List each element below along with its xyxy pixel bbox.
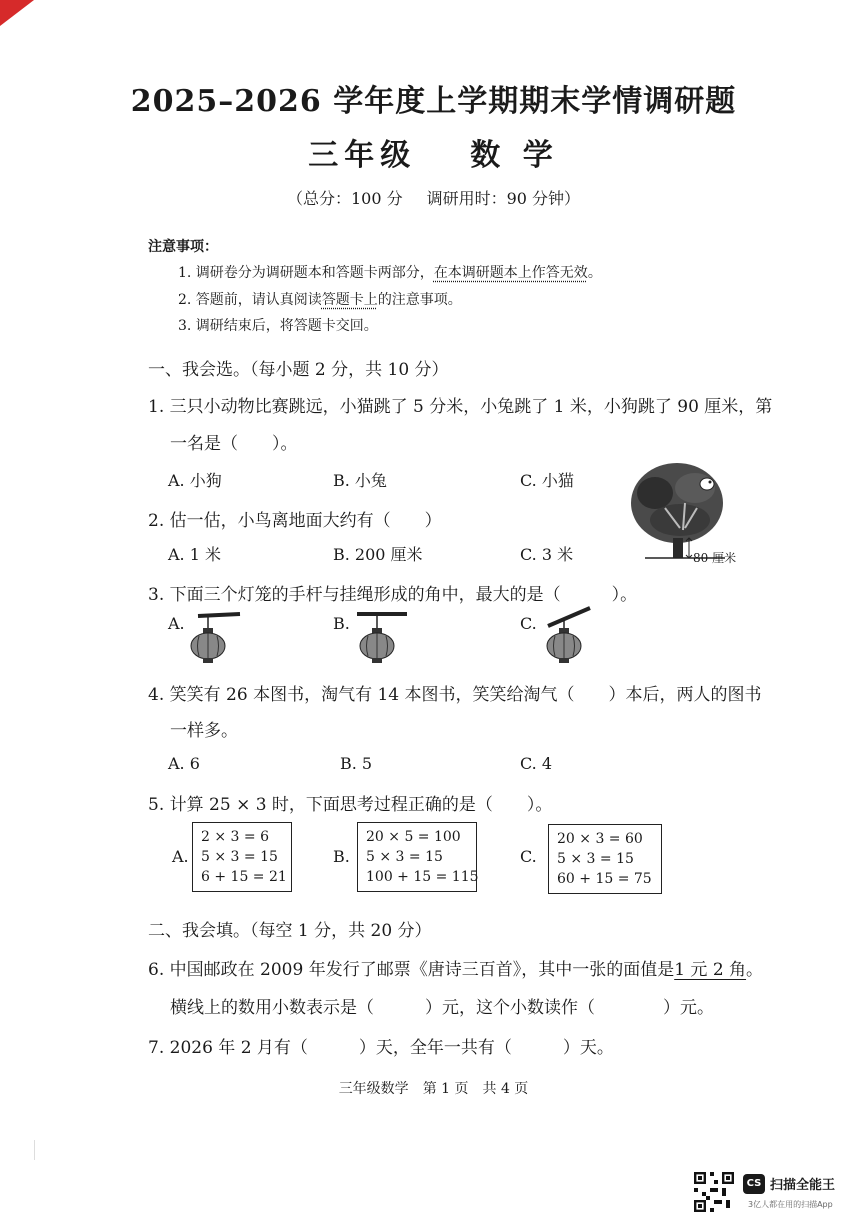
qr-code-icon [694, 1172, 734, 1212]
notice-emphasis: 答题卡上 [321, 292, 378, 308]
q1-text-cont: 一名是（ ）。 [170, 434, 298, 454]
exam-meta [0, 186, 867, 209]
q1-text: 1. 三只小动物比赛跳远，小猫跳了 5 分米，小兔跳了 1 米，小狗跳了 90 厘米，第 [148, 397, 773, 417]
scanner-tagline: 3亿人都在用的扫描App [748, 1200, 833, 1209]
q6-text: 6. 中国邮政在 2009 年发行了邮票《唐诗三百首》，其中一张的面值是1 元 2 角。 [148, 960, 764, 980]
scan-edge-line [34, 1140, 35, 1160]
lantern-a-icon [190, 608, 246, 666]
q5-text: 5. 计算 25 × 3 时，下面思考过程正确的是（ ）。 [148, 795, 553, 815]
q7-text: 7. 2026 年 2 月有（ ）天，全年一共有（ ）天。 [148, 1038, 614, 1058]
page-footer: 三年级数学 第 1 页 共 4 页 [338, 1081, 529, 1097]
q6-underlined-value: 1 元 2 角 [674, 960, 747, 980]
q4-option-a: A. 6 [168, 754, 200, 773]
q3-text: 3. 下面三个灯笼的手杆与挂绳形成的角中，最大的是（ ）。 [148, 585, 638, 605]
q2-option-a: A. 1 米 [168, 545, 221, 564]
exam-time: 调研用时：90 分钟） [426, 189, 581, 208]
q4-option-c: C. 4 [520, 754, 553, 773]
notice-item-2: 2. 答题前，请认真阅读答题卡上的注意事项。 [178, 292, 462, 308]
q5-option-c: C. [520, 847, 537, 866]
q5-option-a: A. [172, 847, 189, 866]
q5-box-b: 20 × 5 = 100 5 × 3 = 15 100 + 15 = 115 [357, 822, 477, 892]
lantern-b-icon [355, 608, 411, 666]
exam-title: 2025–2026 学年度上学期期末学情调研题 [130, 84, 737, 119]
q5-box-a: 2 × 3 = 6 5 × 3 = 15 6 + 15 = 21 [192, 822, 292, 892]
grade: 三年级 [308, 138, 417, 173]
notice-heading: 注意事项： [148, 239, 218, 255]
scanner-logo-icon: CS [743, 1174, 765, 1194]
q1-option-c: C. 小猫 [520, 471, 574, 490]
q4-text: 4. 笑笑有 26 本图书，淘气有 14 本图书，笑笑给淘气（ ）本后，两人的图书 [148, 685, 762, 705]
q3-option-b: B. [333, 614, 350, 633]
total-score: （总分：100 分 [286, 189, 403, 208]
q3-option-c: C. [520, 614, 537, 633]
q2-option-b: B. 200 厘米 [333, 545, 423, 564]
q2-option-c: C. 3 米 [520, 545, 574, 564]
section-1-heading: 一、我会选。（每小题 2 分，共 10 分） [148, 360, 449, 380]
grade-subject [0, 130, 867, 174]
notice-item-3: 3. 调研结束后，将答题卡交回。 [178, 318, 378, 334]
q4-option-b: B. 5 [340, 754, 373, 773]
subject: 数 学 [470, 138, 559, 173]
q5-option-b: B. [333, 847, 350, 866]
q4-text-cont: 一样多。 [170, 721, 238, 741]
bird-icon [700, 478, 714, 490]
q6-text-cont: 横线上的数用小数表示是（ ）元，这个小数读作（ ）元。 [170, 998, 714, 1018]
q1-option-b: B. 小兔 [333, 471, 387, 490]
q3-option-a: A. [168, 614, 185, 633]
corner-mark [0, 0, 34, 26]
q5-box-c: 20 × 3 = 60 5 × 3 = 15 60 + 15 = 75 [548, 824, 662, 894]
scanner-app-name: 扫描全能王 [770, 1178, 836, 1193]
q2-text: 2. 估一估，小鸟离地面大约有（ ） [148, 511, 442, 531]
notice-item-1: 1. 调研卷分为调研题本和答题卡两部分，在本调研题本上作答无效。 [178, 265, 602, 281]
lantern-c-icon [542, 604, 598, 666]
section-2-heading: 二、我会填。（每空 1 分，共 20 分） [148, 921, 432, 941]
notice-emphasis: 在本调研题本上作答无效 [433, 265, 588, 281]
q1-option-a: A. 小狗 [168, 471, 222, 490]
tree-height-label: 80 厘米 [693, 551, 737, 565]
